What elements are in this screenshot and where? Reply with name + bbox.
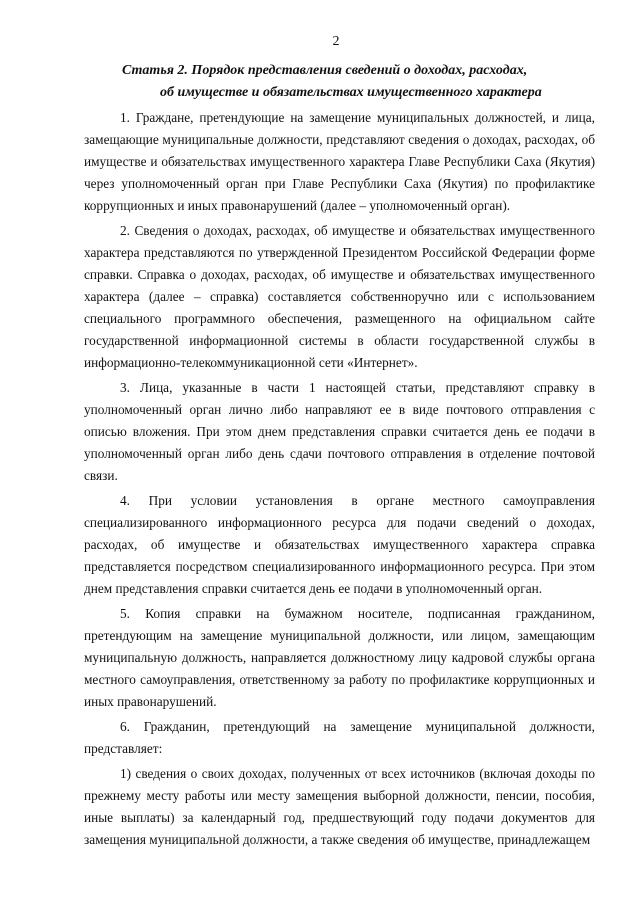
paragraph-1: 1. Граждане, претендующие на замещение муниципальных должностей, и лица, замещающие муниципальные должности, представляют сведения о доходах, расходах, об имуществе и обязательствах имущественного характера Главе Республики Саха (Якутия) через уполномоченный орган при Главе Республики Саха (Якутия) по профилактике коррупционных и иных правонарушений (далее – уполномоченный орган). (84, 110, 595, 213)
paragraph-6-item-1: 1) сведения о своих доходах, полученных от всех источников (включая доходы по прежнему месту работы или месту замещения выборной должности, пенсии, пособия, иные выплаты) за календарный год, предшествующий году подачи документов для замещения муниципальной должности, а также сведения об имуществе, принадлежащем (84, 766, 595, 847)
article-heading (60, 60, 590, 104)
article-body (84, 107, 595, 851)
article-heading-line-1: Статья 2. Порядок представления сведений о доходах, расходах, (122, 63, 528, 78)
article-heading-line-2: об имуществе и обязательствах имущественного характера (160, 85, 542, 100)
paragraph-4: 4. При условии установления в органе местного самоуправления специализированного информационного ресурса для подачи сведений о доходах, расходах, об имуществе и обязательствах имущественного характера справка представляется посредством специализированного информационного ресурса. При этом днем представления справки считается день ее подачи в уполномоченный орган. (84, 493, 595, 596)
page-number: 2 (332, 34, 340, 49)
paragraph-6: 6. Гражданин, претендующий на замещение муниципальной должности, представляет: (84, 719, 595, 756)
paragraph-5: 5. Копия справки на бумажном носителе, подписанная гражданином, претендующим на замещение муниципальной должности, или лицом, замещающим муниципальную должность, направляется должностному лицу кадровой службы органа местного самоуправления, ответственному за работу по профилактике коррупционных и иных правонарушений. (84, 606, 595, 709)
paragraph-3: 3. Лица, указанные в части 1 настоящей статьи, представляют справку в уполномоченный орган лично либо направляют ее в виде почтового отправления с описью вложения. При этом днем представления справки считается день ее подачи в уполномоченный орган либо день сдачи почтового отправления в отделение почтовой связи. (84, 380, 595, 483)
paragraph-2: 2. Сведения о доходах, расходах, об имуществе и обязательствах имущественного характера представляются по утвержденной Президентом Российской Федерации форме справки. Справка о доходах, расходах, об имуществе и обязательствах имущественного характера (далее – справка) составляется собственноручно или с использованием специального программного обеспечения, размещенного на официальном сайте государственной информационной системы в области государственной службы в информационно-телекоммуникационной сети «Интернет». (84, 223, 595, 370)
